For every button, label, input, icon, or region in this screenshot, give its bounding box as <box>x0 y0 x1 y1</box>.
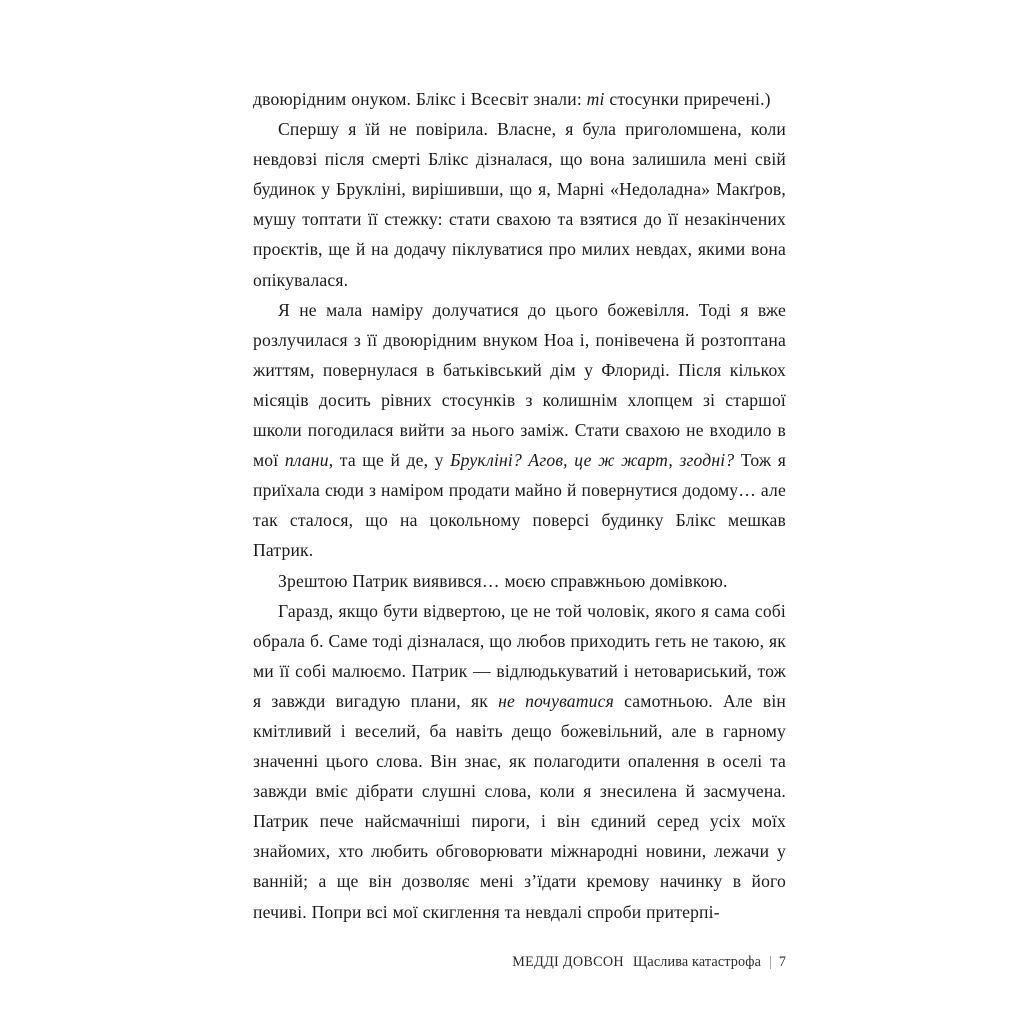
text-run: , та ще й де, у <box>328 450 451 471</box>
paragraph <box>253 596 786 927</box>
paragraph <box>253 114 786 295</box>
footer-separator: | <box>769 954 772 970</box>
text-run: Спершу я їй не повірила. Власне, я була приголомшена, коли невдовзі після смерті Блікс дізналася, що вона залишила мені свій будинок у Брукліні, вирішивши, що я, Марні «Недоладна» Макґров, мушу топтати її стежку: стати свахою та взятися до її незакінчених проєктів, ще й на додачу піклуватися про милих невдах, якими вона опікувалася. <box>253 119 786 290</box>
paragraph <box>253 566 786 596</box>
footer-page-number: 7 <box>778 954 786 970</box>
text-run: Я не мала наміру долучатися до цього божевілля. Тоді я вже розлучилася з її двоюрідним внуком Ноа і, понівечена й розтоптана життям, повернулася в батьківський дім у Флориді. Після кількох місяців досить рівних стосунків з колишнім хлопцем зі старшої школи погодилася вийти за нього заміж. Стати свахою не входило в мої <box>253 299 786 471</box>
footer-author: МЕДДІ ДОВСОН <box>512 954 624 970</box>
text-run-italic: ті <box>586 89 605 109</box>
footer-book-title: Щаслива катастрофа <box>632 954 762 970</box>
paragraph <box>253 295 786 566</box>
text-run: Зрештою Патрик виявився… моєю справжньою домівкою. <box>278 570 728 591</box>
text-run-italic: Брукліні? Агов, це ж жарт, згодні? <box>450 450 735 471</box>
text-run-italic: не почуватися <box>498 690 614 711</box>
text-run: Тож я приїхала сюди з наміром продати майно й повернутися додому… але так сталося, що на цокольному поверсі будинку Блікс мешкав Патрик. <box>253 450 786 561</box>
text-run: стосунки приречені.) <box>604 89 771 109</box>
text-run: самотньою. Але він кмітливий і веселий, ба навіть дещо божевільний, але в гарному значенні цього слова. Він знає, як полагодити опалення в оселі та завжди вміє дібрати слушні слова, коли я знесилена й засмучена. Патрик пече найсмачніші пироги, і він єдиний серед усіх моїх знайомих, хто любить обговорювати міжнародні новини, лежачи у ванній; а ще він дозволяє мені з’їдати кремову начинку в його печиві. Попри всі мої скиглення та невдалі спроби притерпі- <box>253 690 787 922</box>
text-run: двоюрідним онуком. Блікс і Всесвіт знали: <box>253 89 587 109</box>
text-run: Гаразд, якщо бути відвертою, це не той чоловік, якого я сама собі обрала б. Саме тоді дізналася, що любов приходить геть не такою, як ми її собі малюємо. Патрик — відлюдькуватий і нетовариський, тож я завжди вигадую плани, як <box>253 600 786 711</box>
page-text-block <box>253 84 786 927</box>
paragraph-continued <box>253 84 786 114</box>
page-footer <box>253 952 786 972</box>
text-run-italic: плани <box>284 450 329 471</box>
